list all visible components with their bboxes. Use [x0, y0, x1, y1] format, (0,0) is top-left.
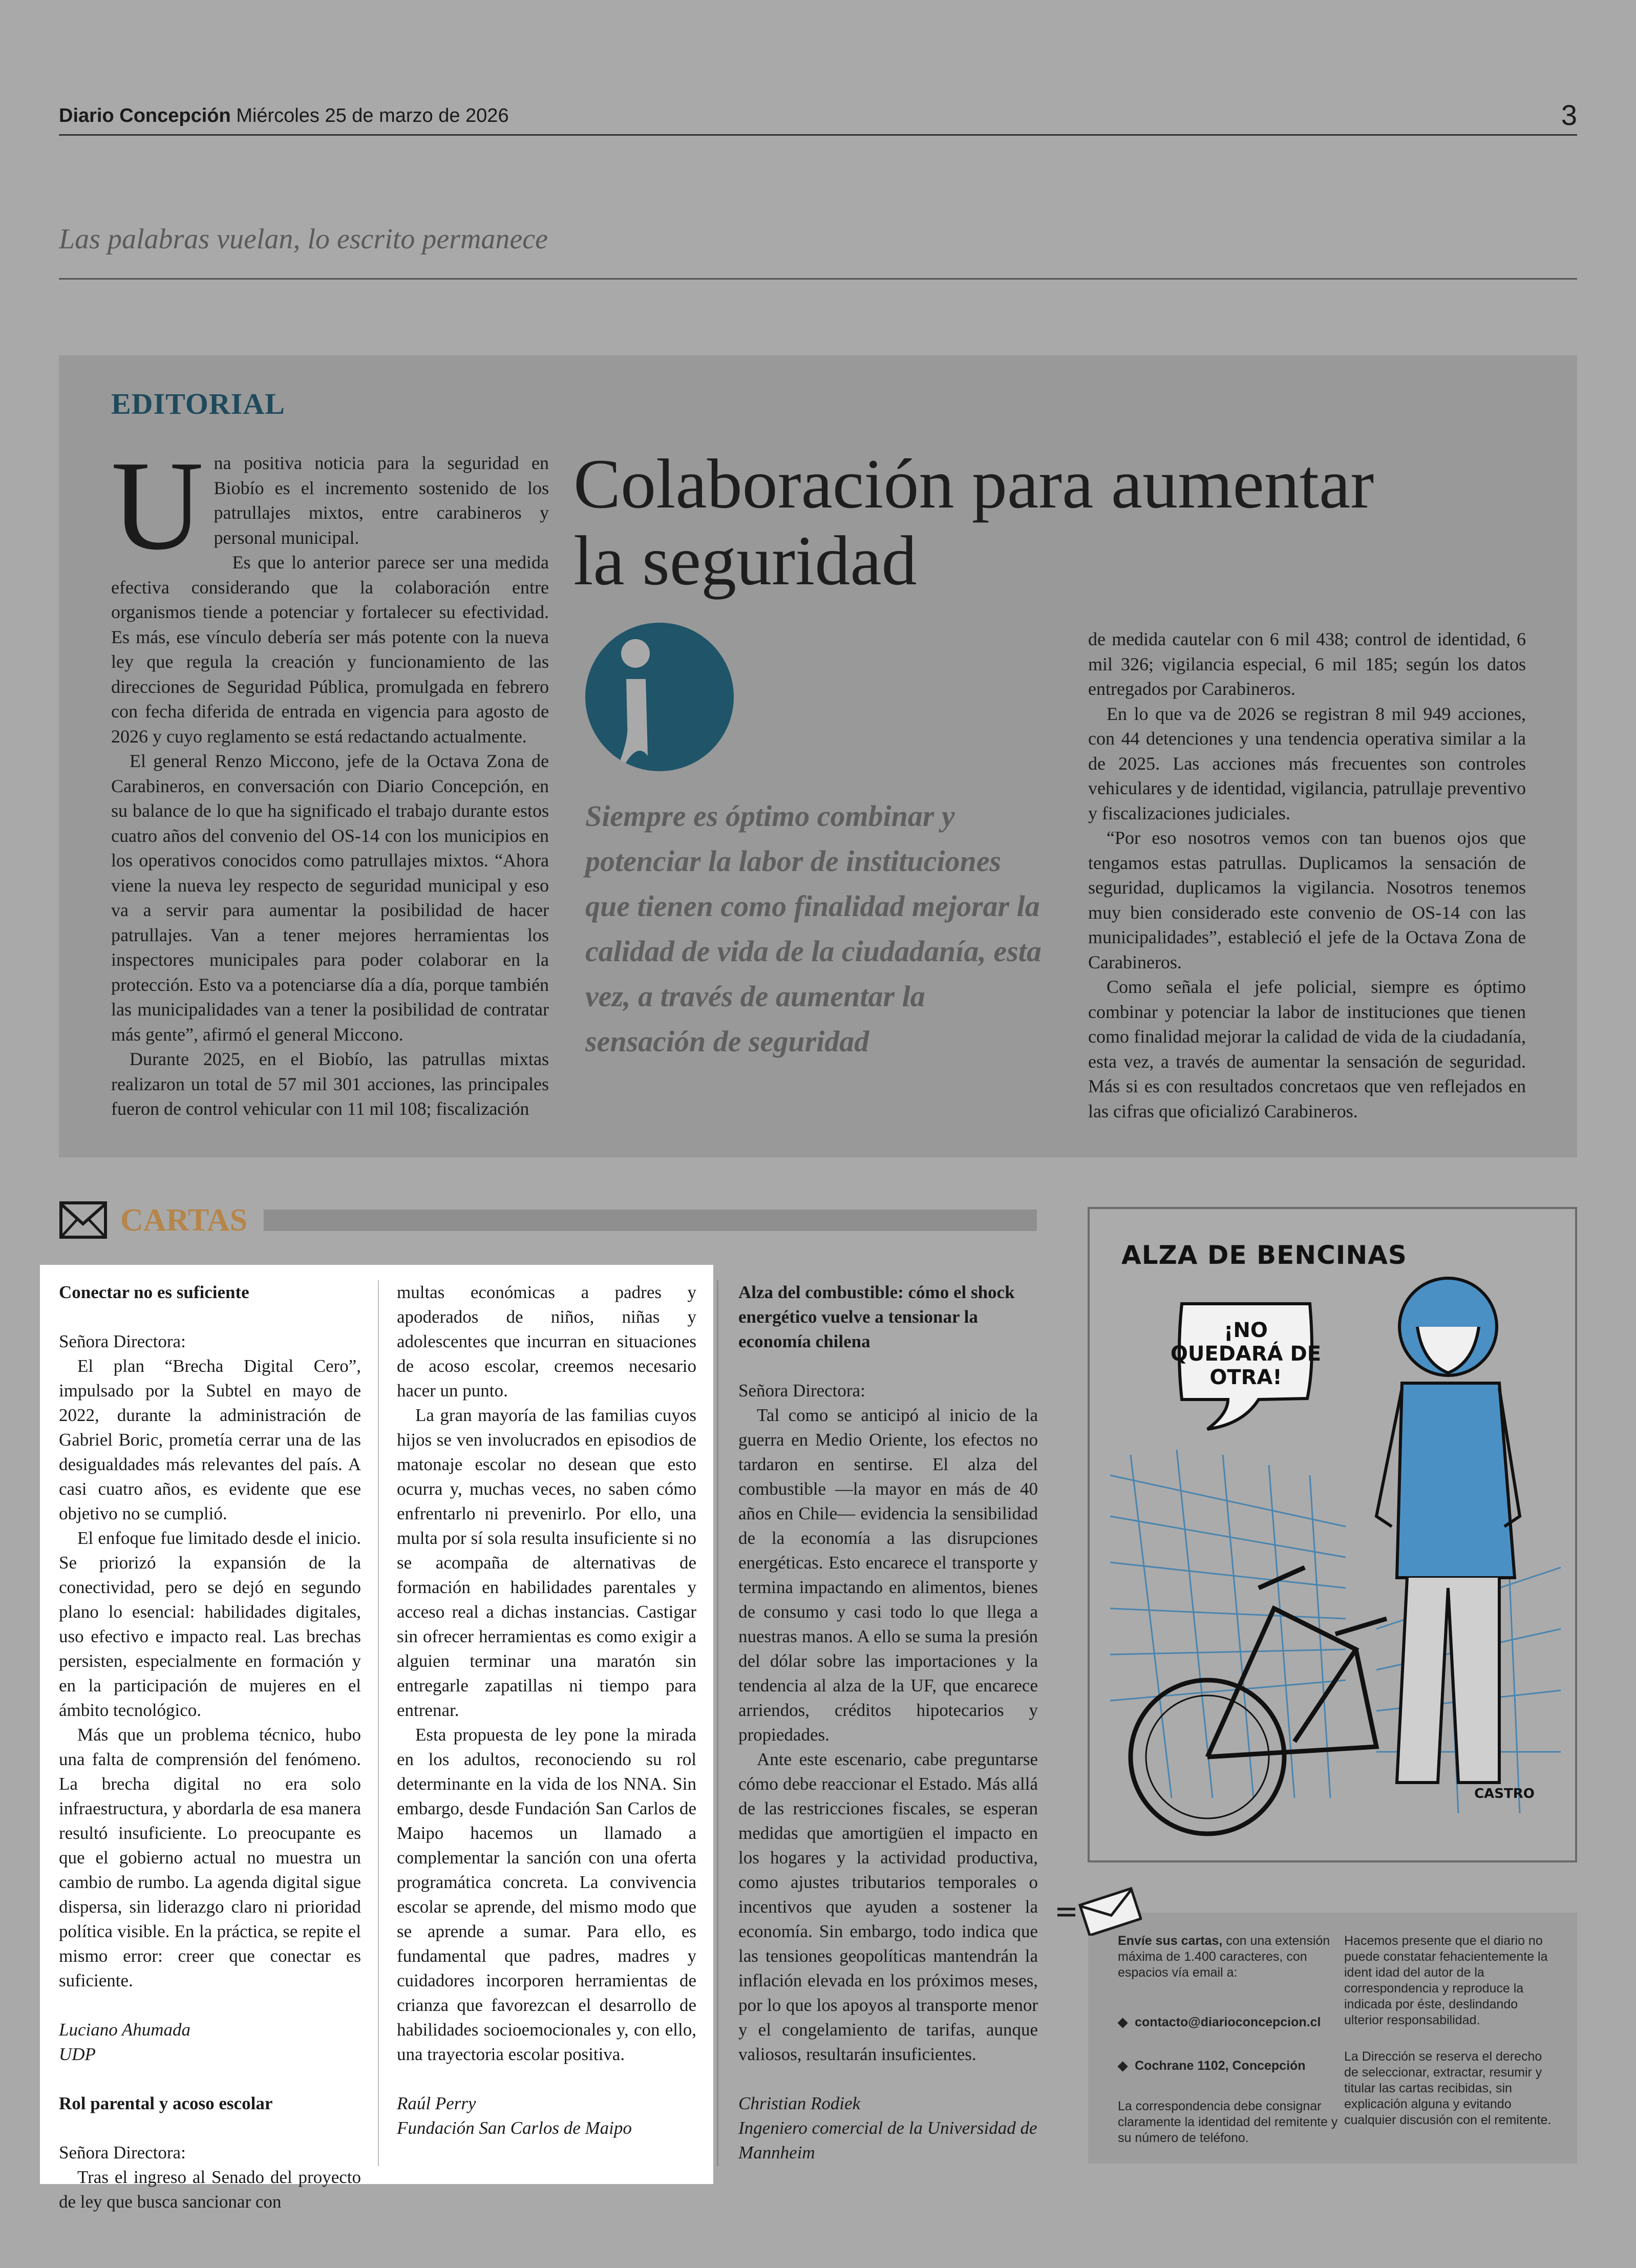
editorial-label: EDITORIAL — [111, 387, 285, 420]
info-intro-bold: Envíe sus cartas, — [1118, 1934, 1223, 1948]
paper-name: Diario Concepción — [59, 105, 231, 126]
editorial-paragraph: “Por eso nosotros vemos con tan buenos ojos que tengamos estas patrullas. Duplicamos la sensación de seguridad, duplicamos la vigilancia. Nosotros tenemos muy bien considerado este convenio de OS-14 con las municipalidades”, estableció el jefe de la Octava Zona de Carabineros. — [1088, 828, 1526, 972]
speech-text-3: OTRA! — [1209, 1366, 1282, 1389]
envelope-icon — [59, 1201, 108, 1239]
info-note: La correspondencia debe consignar claramente la identidad del remitente y su número de teléfono. — [1118, 2099, 1338, 2145]
drop-cap: U — [111, 435, 204, 577]
letter-title: Conectar no es suficiente — [59, 1282, 249, 1302]
letter-paragraph: multas económicas a padres y apoderados de niños, niñas y adolescentes que incurran en situaciones de acoso escolar, creemos necesario hacer un punto. — [397, 1282, 696, 1401]
letter-column-1 — [59, 1280, 361, 2214]
letter-paragraph: Tal como se anticipó al inicio de la guerra en Medio Oriente, los efectos no tardaron en sentirse. El alza del combustible —la mayor en más de 40 años en Chile— evidencia la sensibilidad de la economía a las disrupciones energéticas. Esto encarece el transporte y termina impactando en alimentos, bienes de consumo y casi todo lo que llega a nuestras manos. A ello se suma la presión del dólar sobre las importaciones y la tendencia al alza de la UF, que encarece arriendos, créditos hipotecarios y propiedades. — [738, 1405, 1038, 1745]
letter-title: Alza del combustible: cómo el shock energético vuelve a tensionar la economía chilena — [738, 1282, 1015, 1351]
cartoon-drawing — [1090, 1209, 1575, 1860]
editorial-paragraph: El general Renzo Miccono, jefe de la Octava Zona de Carabineros, en conversación con Diario Concepción, en su balance de lo que ha significado el trabajo durante estos cuatro años del convenio del OS-14 con los municipios en los operativos conocidos como patrullajes mixtos. “Ahora viene la nueva ley respecto de seguridad municipal y eso va a servir para aumentar la posibilidad de hacer patrullajes. Van a tener mejores herramientas los inspectores municipales para poder colaborar en la protección. Esto va a potenciarse día a día, porque también las municipalidades van a tener la posibilidad de contratar más gente”, afirmó el general Miccono. — [111, 751, 549, 1045]
editorial-column-3 — [1088, 627, 1526, 1124]
letter-salutation: Señora Directora: — [738, 1381, 865, 1401]
issue-date: Miércoles 25 de marzo de 2026 — [236, 105, 509, 126]
column-divider — [378, 1280, 379, 2166]
letter-salutation: Señora Directora: — [59, 1331, 186, 1351]
letter-paragraph: Tras el ingreso al Senado del proyecto de ley que busca sancionar con — [59, 2167, 361, 2212]
page-number: 3 — [1561, 99, 1577, 131]
cartoon-title: ALZA DE BENCINAS — [1121, 1240, 1407, 1270]
speech-text-2: QUEDARÁ DE — [1170, 1342, 1322, 1366]
letter-signature-name: Christian Rodiek — [738, 2093, 861, 2113]
letter-salutation: Señora Directora: — [59, 2143, 186, 2163]
letter-paragraph: Esta propuesta de ley pone la mirada en los adultos, reconociendo su rol determinante en la vida de los NNA. Sin embargo, desde Fundación San Carlos de Maipo hacemos un llamado a complementar la sanción con una oferta programática concreta. La convivencia escolar se aprende, del mismo modo que se aprende a sumar. Para ello, es fundamental que padres, madres y cuidadores incorporen herramientas de crianza que favorezcan el desarrollo de habilidades socioemocionales y, con ello, una trayectoria escolar positiva. — [397, 1725, 696, 2064]
masthead — [59, 105, 509, 127]
letter-column-3 — [738, 1280, 1038, 2165]
section-tagline: Las palabras vuelan, lo escrito permanece — [59, 223, 548, 255]
letter-paragraph: Más que un problema técnico, hubo una falta de comprensión del fenómeno. La brecha digital no era solo infraestructura, y abordarla de esa manera resultó insuficiente. Lo preocupante es que el gobierno actual no muestra un cambio de rumbo. La agenda digital sigue dispersa, sin liderazgo claro ni prioridad política visible. En la práctica, se repite el mismo error: creer que conectar es suficiente. — [59, 1725, 361, 1990]
editorial-paragraph: Una positiva noticia para la seguridad en Biobío es el incremento sostenido de los patrullajes mixtos, entre carabineros y personal municipal. — [111, 435, 549, 577]
info-rights: La Dirección se reserva el derecho de seleccionar, extractar, resumir y titular las cartas recibidas, sin explicación alguna y evitando cualquier discusión con el remitente. — [1344, 2049, 1552, 2127]
letter-signature-name: Luciano Ahumada — [59, 2020, 190, 2040]
speech-text-1: ¡NO — [1224, 1319, 1268, 1342]
letter-signature-org: UDP — [59, 2044, 96, 2064]
letter-paragraph: La gran mayoría de las familias cuyos hijos se ven involucrados en episodios de matonaje escolar no desean que esto ocurra y, muchas veces, no saben cómo enfrentarlo ni prevenirlo. Por ello, una multa por sí sola resulta insuficiente si no se acompaña de alternativas de formación en habilidades parentales y acceso real a dichas instancias. Castigar sin ofrecer herramientas es como exigir a alguien terminar una maratón sin entregarle zapatillas ni tiempo para entrenar. — [397, 1405, 696, 1720]
editorial-title: Colaboración para aumentar la seguridad — [573, 444, 1374, 600]
cartoon-panel — [1088, 1207, 1577, 1862]
letter-paragraph: Ante este escenario, cabe preguntarse cómo debe reaccionar el Estado. Más allá de las restricciones fiscales, se esperan medidas que amortigüen el impacto en los hogares y la actividad productiva, como ajustes tributarios temporales o incentivos que ayuden a sostener la economía. Sin embargo, todo indica que las tensiones geopolíticas mantendrán la inflación elevada en los próximos meses, por lo que los apoyos al transporte menor y el congelamiento de tarifas, aunque valiosos, resultarán insuficientes. — [738, 1749, 1038, 2064]
editorial-column-1 — [111, 435, 549, 1121]
artist-signature: CASTRO — [1474, 1786, 1535, 1801]
letter-paragraph: El plan “Brecha Digital Cero”, impulsado por la Subtel en mayo de 2022, durante la administración de Gabriel Boric, prometía cerrar una de las desigualdades más relevantes del país. A casi cuatro años, es evidente que ese objetivo no se cumplió. — [59, 1356, 361, 1523]
header-rule — [59, 134, 1577, 136]
column-divider — [717, 1280, 718, 2166]
letter-signature-org: Ingeniero comercial de la Universidad de Mannheim — [738, 2118, 1037, 2163]
contact-email[interactable]: ◆ contacto@diarioconcepcion.cl — [1118, 2015, 1321, 2029]
letter-column-2 — [397, 1280, 696, 2140]
info-disclaimer: Hacemos presente que el diario no puede constatar fehacientemente la ident idad del autor de la correspondencia y reproduce la indicada por éste, deslindando ulterior responsabilidad. — [1344, 1934, 1548, 2027]
letter-signature-name: Raúl Perry — [397, 2093, 476, 2113]
editorial-pull-quote: Siempre es óptimo combinar y potenciar la labor de instituciones que tienen como finalidad mejorar la calidad de vida de la ciudadanía, esta vez, a través de aumentar la sensación de seguridad — [585, 799, 1042, 1058]
letter-signature-org: Fundación San Carlos de Maipo — [397, 2118, 632, 2138]
tagline-rule — [59, 278, 1577, 280]
editorial-paragraph: de medida cautelar con 6 mil 438; control de identidad, 6 mil 326; vigilancia especial, 6 mil 185; según los datos entregados por Carabineros. — [1088, 629, 1526, 699]
letter-title: Rol parental y acoso escolar — [59, 2093, 273, 2113]
envelope-icon — [1055, 1884, 1142, 1936]
info-right — [1344, 1933, 1559, 2128]
cartas-label: CARTAS — [120, 1203, 248, 1238]
editorial-paragraph: Como señala el jefe policial, siempre es óptimo combinar y potenciar la labor de instituciones que tienen como finalidad mejorar la calidad de vida de la ciudadanía, esta vez, a través de aumentar la sensación de seguridad. Más si es con resultados concretaos que ven reflejados en las cifras que oficializó Carabineros. — [1088, 977, 1526, 1121]
editorial-paragraph: Durante 2025, en el Biobío, las patrullas mixtas realizaron un total de 57 mil 301 acciones, las principales fueron de control vehicular con 11 mil 108; fiscalización — [111, 1049, 549, 1119]
info-intro: con una extensión máxima de 1.400 caracteres, con espacios vía email a: — [1118, 1934, 1330, 1980]
info-i-icon — [585, 623, 734, 771]
info-left — [1118, 1933, 1338, 2146]
editorial-paragraph: En lo que va de 2026 se registran 8 mil 949 acciones, con 44 detenciones y una tendencia operativa similar a la de 2025. Las acciones más frecuentes son controles vehiculares y de identidad, vigilancia, patrullaje preventivo y fiscalizaciones judiciales. — [1088, 703, 1526, 823]
cartas-bar — [264, 1210, 1037, 1231]
editorial-paragraph: Es que lo anterior parece ser una medida efectiva considerando que la colaboración entre organismos tiende a potenciar y fortalecer su efectividad. Es más, ese vínculo debería ser más potente con la nueva ley que regula la creación y funcionamiento de las direcciones de Seguridad Pública, promulgada en febrero con fecha diferida de entrada en vigencia para agosto de 2026 y cuyo reglamento se está redactando actualmente. — [111, 552, 549, 747]
letter-paragraph: El enfoque fue limitado desde el inicio. Se priorizó la expansión de la conectividad, pero se dejó en segundo plano lo esencial: habilidades digitales, uso efectivo e impacto real. Las brechas persisten, especialmente en formación y en la participación de mujeres en el ámbito tecnológico. — [59, 1528, 361, 1720]
contact-address: ◆ Cochrane 1102, Concepción — [1118, 2059, 1306, 2073]
